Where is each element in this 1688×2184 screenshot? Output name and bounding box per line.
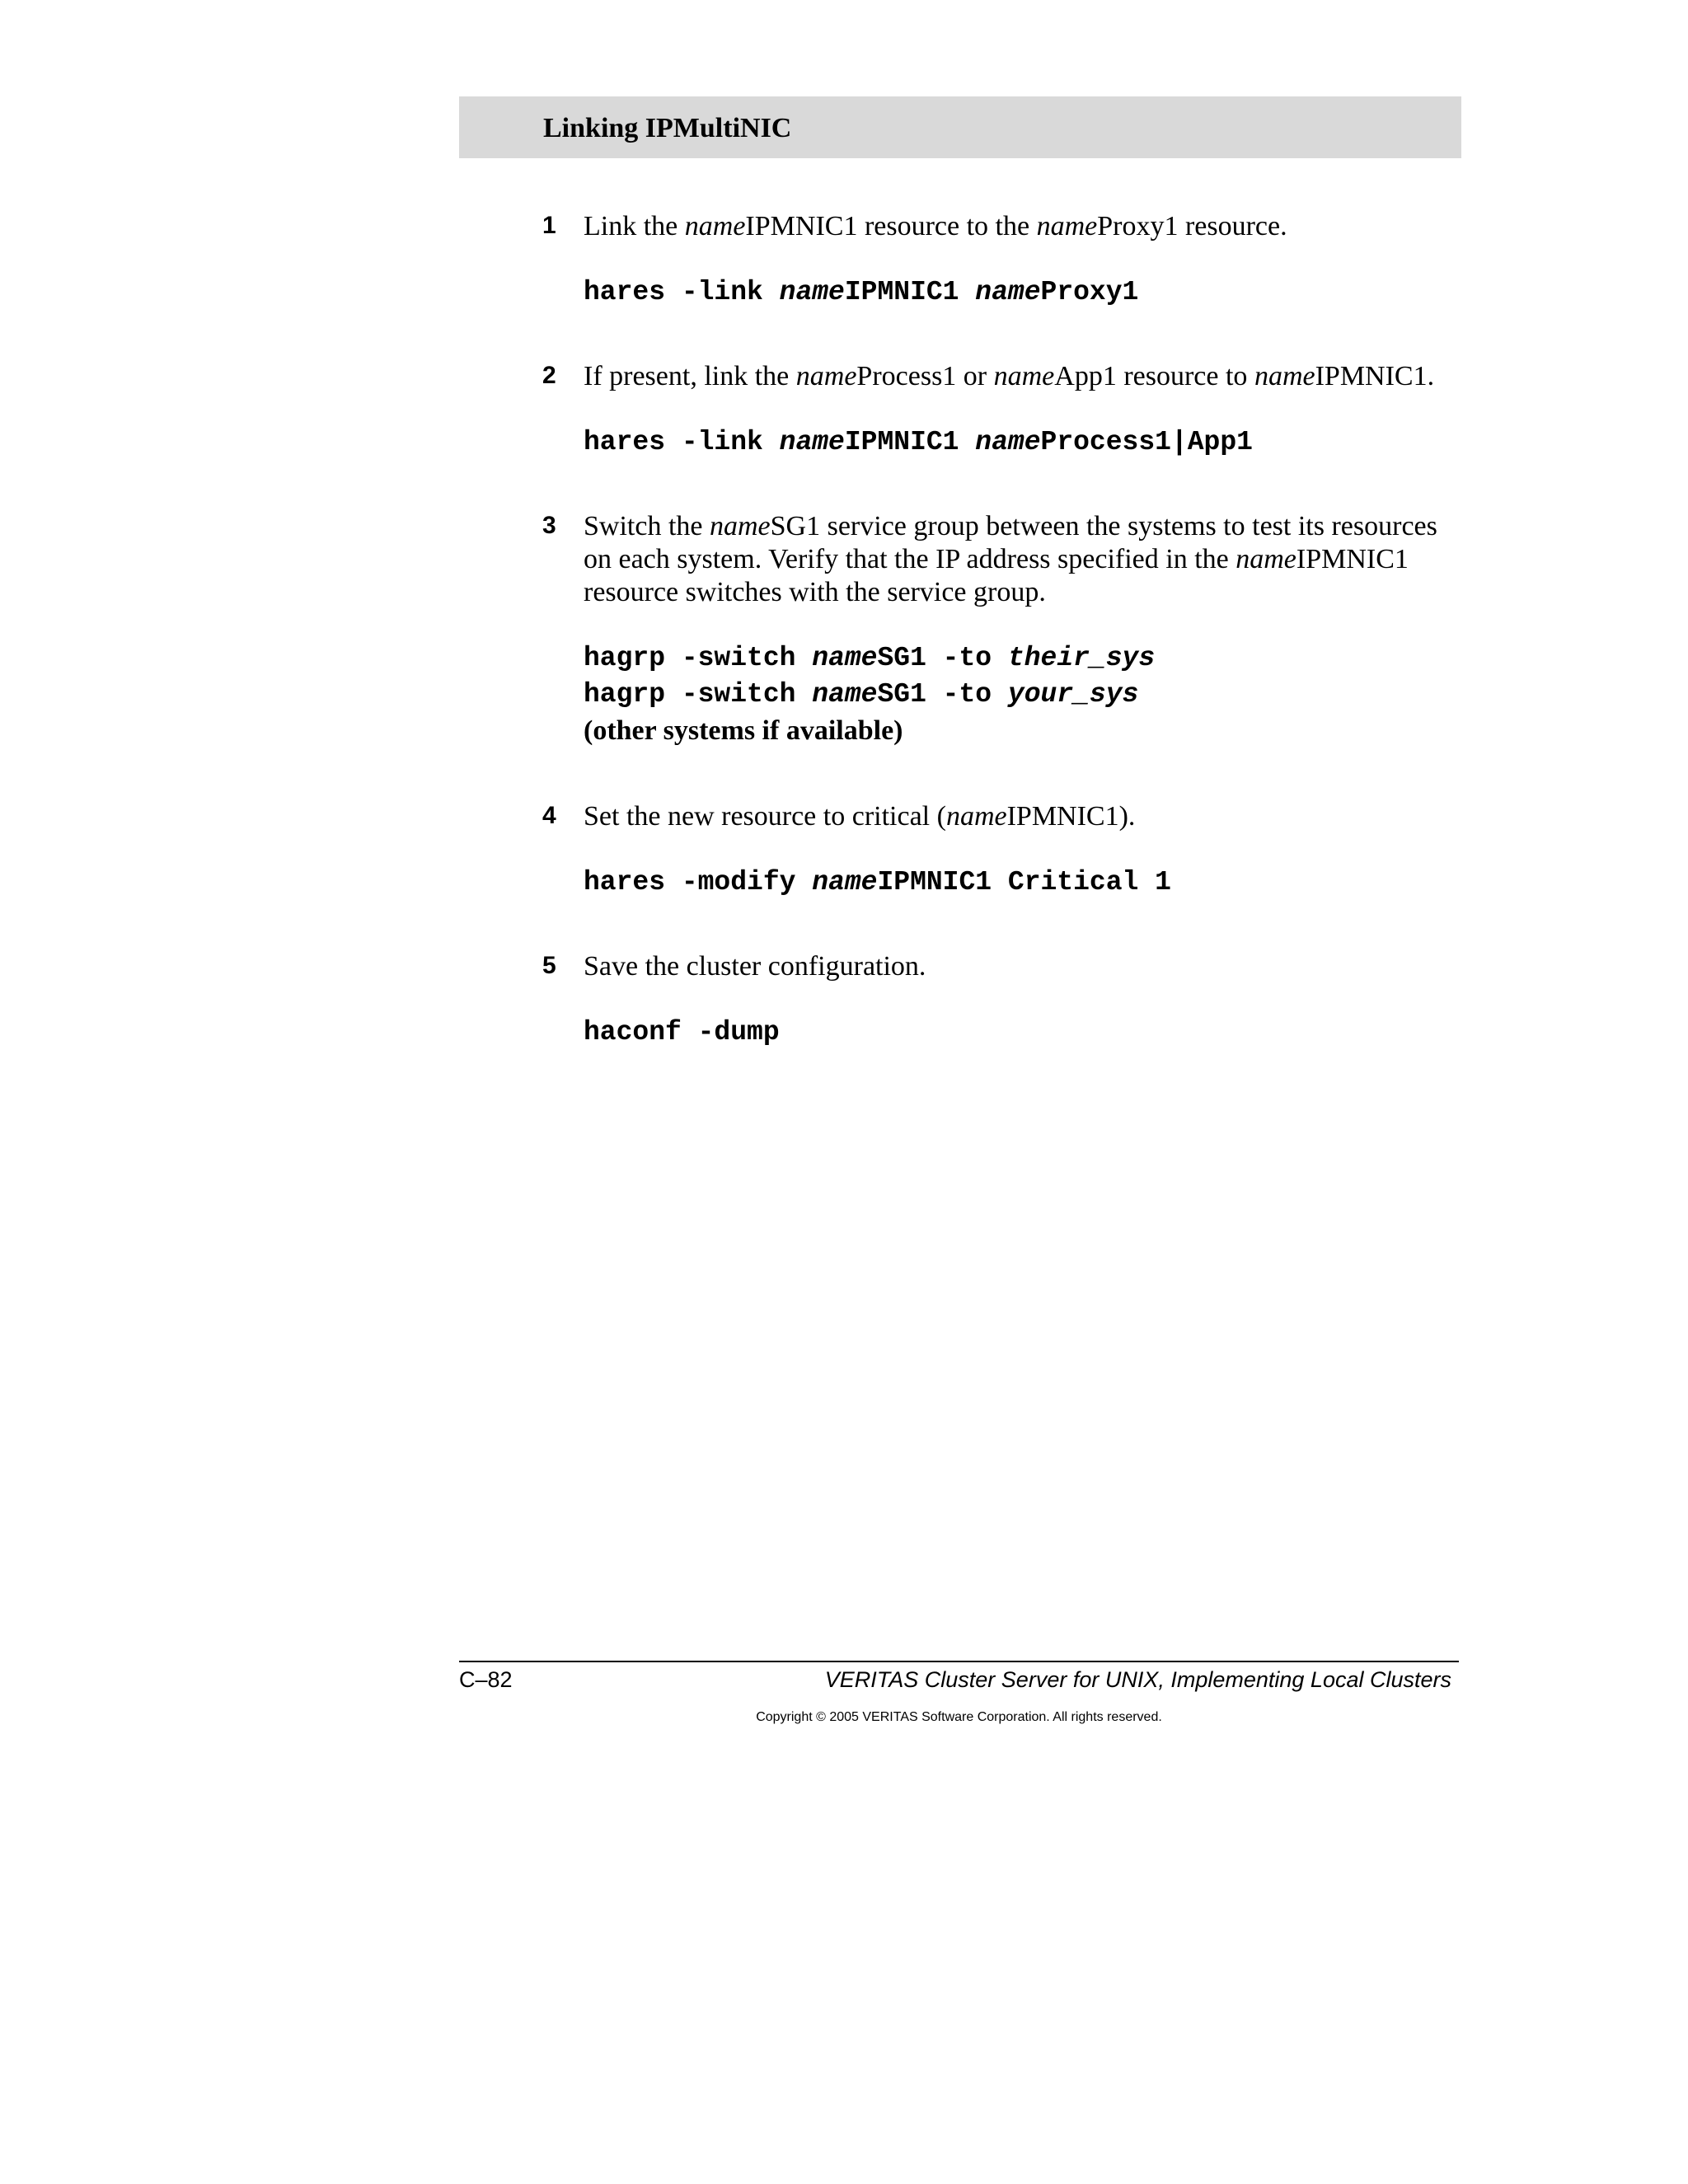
text-run: Process1|App1 [1040, 427, 1253, 457]
step-item [542, 210, 1465, 311]
text-run: Proxy1 [1040, 277, 1139, 307]
italic-text-run: name [812, 867, 878, 898]
step-instruction [584, 800, 1465, 833]
text-run: hares -link [584, 277, 780, 307]
step-instruction [584, 950, 1465, 983]
step-item [542, 510, 1465, 749]
italic-text-run: your_sys [1007, 679, 1139, 710]
text-run: hagrp -switch [584, 679, 813, 710]
step-list [542, 210, 1465, 1051]
text-run: IPMNIC1 [844, 277, 976, 307]
italic-text-run: name [812, 679, 878, 710]
italic-text-run: name [684, 211, 746, 241]
text-run: IPMNIC1 [844, 427, 976, 457]
command-line [584, 1015, 1465, 1051]
italic-text-run: their_sys [1007, 643, 1156, 673]
text-run: SG1 -to [877, 679, 1008, 710]
italic-text-run: name [812, 643, 878, 673]
step-number: 4 [542, 802, 556, 829]
text-run: Switch the [584, 511, 710, 541]
italic-text-run: name [993, 361, 1055, 391]
step-number: 2 [542, 362, 556, 389]
command-block [584, 274, 1465, 311]
step-item [542, 950, 1465, 1051]
text-run: Save the cluster configuration. [584, 951, 926, 982]
italic-text-run: name [779, 427, 845, 457]
text-run: hares -link [584, 427, 780, 457]
section-title: Linking IPMultiNIC [543, 113, 792, 143]
command-note: (other systems if available) [584, 715, 903, 746]
italic-text-run: name [795, 361, 857, 391]
italic-text-run: name [779, 277, 845, 307]
text-run: Link the [584, 211, 685, 241]
text-run: IPMNIC1 resource switches with the service group. [584, 544, 1409, 607]
text-run: hagrp -switch [584, 643, 813, 673]
italic-text-run: name [1036, 211, 1098, 241]
step-number: 3 [542, 512, 556, 539]
italic-text-run: name [1254, 361, 1315, 391]
italic-text-run: name [709, 511, 771, 541]
section-header-bar [459, 96, 1461, 158]
text-run: IPMNIC1 resource to the [745, 211, 1037, 241]
italic-text-run: name [1236, 544, 1296, 574]
italic-text-run: name [975, 277, 1041, 307]
text-run: IPMNIC1). [1006, 801, 1136, 832]
command-line [584, 677, 1465, 713]
command-block [584, 640, 1465, 749]
text-run: Process1 or [856, 361, 994, 391]
step-number: 5 [542, 952, 556, 979]
text-run: App1 resource to [1054, 361, 1254, 391]
step-instruction [584, 510, 1465, 609]
command-block [584, 424, 1465, 461]
book-title: VERITAS Cluster Server for UNIX, Implementing Local Clusters [824, 1667, 1451, 1692]
text-run: Set the new resource to critical ( [584, 801, 946, 832]
text-run: IPMNIC1 Critical 1 [877, 867, 1171, 898]
italic-text-run: name [945, 801, 1007, 832]
command-block [584, 865, 1465, 901]
command-line [584, 865, 1465, 901]
text-run: If present, link the [584, 361, 796, 391]
step-instruction [584, 360, 1465, 393]
text-run: Proxy1 resource. [1097, 211, 1287, 241]
text-run: haconf -dump [584, 1017, 780, 1047]
command-line [584, 274, 1465, 311]
step-item [542, 360, 1465, 461]
command-line [584, 424, 1465, 461]
text-run: hares -modify [584, 867, 813, 898]
page-number: C–82 [459, 1667, 513, 1692]
step-instruction [584, 210, 1465, 243]
text-run: SG1 -to [877, 643, 1008, 673]
command-block [584, 1015, 1465, 1051]
step-item [542, 800, 1465, 901]
footer-divider [459, 1661, 1459, 1662]
italic-text-run: name [975, 427, 1041, 457]
command-line [584, 640, 1465, 677]
text-run: SG1 service group between the systems to test its resources on each system. Verify that the IP address specified in the [584, 511, 1437, 574]
text-run: IPMNIC1. [1315, 361, 1435, 391]
copyright-notice: Copyright © 2005 VERITAS Software Corporation. All rights reserved. [756, 1710, 1162, 1724]
step-number: 1 [542, 212, 556, 239]
